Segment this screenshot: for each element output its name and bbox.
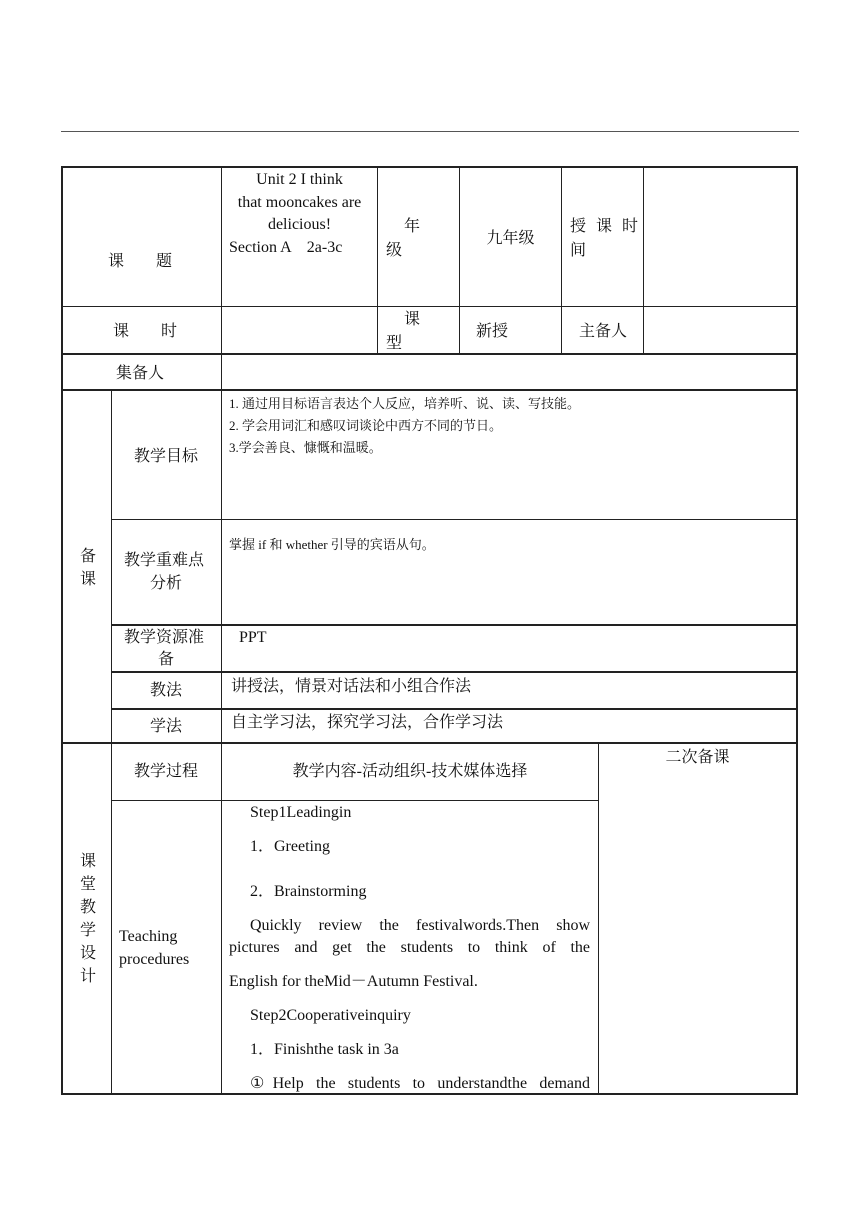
- period-label: 课 时: [113, 323, 178, 340]
- learning-label: 学法: [150, 718, 183, 735]
- time-label-2: 间: [570, 242, 587, 259]
- step-1-item-2: 2．Brainstorming: [250, 883, 367, 900]
- step-2-item-1: 1．Finishthe task in 3a: [250, 1041, 399, 1058]
- topic-line-3: delicious!: [267, 216, 332, 233]
- design-side-label-1: 课: [80, 853, 97, 870]
- resources-label-2: 备: [158, 651, 175, 668]
- resources-text: PPT: [239, 629, 267, 646]
- paragraph-line-2: pictures and get the students to think of the: [229, 939, 590, 956]
- method-text: 讲授法，情景对话法和小组合作法: [231, 678, 472, 695]
- keypoints-label-1: 教学重难点: [124, 552, 205, 569]
- design-side-label-3: 教: [80, 899, 97, 916]
- keypoints-text: 掌握 if 和 whether 引导的宾语从句。: [229, 537, 435, 552]
- type-value: 新授: [476, 323, 509, 340]
- objective-3: 3.学会善良、慷慨和温暖。: [229, 440, 382, 455]
- paragraph-line-3: English for theMid－Autumn Festival.: [229, 973, 478, 990]
- grade-label-1: 年: [404, 218, 421, 235]
- grade-value: 九年级: [486, 230, 535, 247]
- topic-line-2: that mooncakes are: [237, 194, 362, 211]
- topic-label: 课 题: [108, 253, 173, 270]
- design-side-label-5: 设: [80, 945, 97, 962]
- prep-side-label-1: 备: [80, 548, 97, 565]
- step-1-item-1: 1．Greeting: [250, 838, 330, 855]
- objective-2: 2. 学会用词汇和感叹词谈论中西方不同的节日。: [229, 418, 503, 433]
- paragraph-line-4: ①Help the students to understandthe demand: [250, 1075, 590, 1092]
- prep-side-label-2: 课: [80, 571, 97, 588]
- type-label-2: 型: [386, 335, 403, 352]
- method-label: 教法: [150, 682, 183, 699]
- topic-line-1: Unit 2 I think: [256, 171, 343, 188]
- procedure-label-2: procedures: [119, 951, 190, 968]
- learning-text: 自主学习法，探究学习法，合作学习法: [231, 714, 504, 731]
- step-1-heading: Step1Leadingin: [250, 804, 352, 821]
- design-side-label-4: 学: [80, 922, 97, 939]
- objectives-label: 教学目标: [134, 448, 199, 465]
- content-header: 教学内容-活动组织-技术媒体选择: [292, 763, 528, 780]
- preparer-label: 主备人: [579, 323, 628, 340]
- design-side-label-2: 堂: [80, 876, 97, 893]
- topic-line-4: Section A 2a-3c: [229, 239, 343, 256]
- step-2-heading: Step2Cooperativeinquiry: [250, 1007, 411, 1024]
- paragraph-line-1: Quickly review the festivalwords.Then show: [250, 917, 590, 934]
- time-label-1: 授 课 时: [570, 218, 642, 235]
- keypoints-label-2: 分析: [150, 575, 183, 592]
- type-label-1: 课: [404, 311, 421, 328]
- group-preparers-label: 集备人: [116, 365, 165, 382]
- process-label: 教学过程: [134, 763, 199, 780]
- header-rule: [61, 131, 799, 132]
- second-prep-label: 二次备课: [665, 749, 730, 766]
- resources-label-1: 教学资源准: [124, 629, 205, 646]
- objective-1: 1. 通过用目标语言表达个人反应，培养听、说、读、写技能。: [229, 396, 581, 411]
- procedure-label-1: Teaching: [119, 928, 178, 945]
- design-side-label-6: 计: [80, 968, 97, 985]
- grade-label-2: 级: [386, 242, 403, 259]
